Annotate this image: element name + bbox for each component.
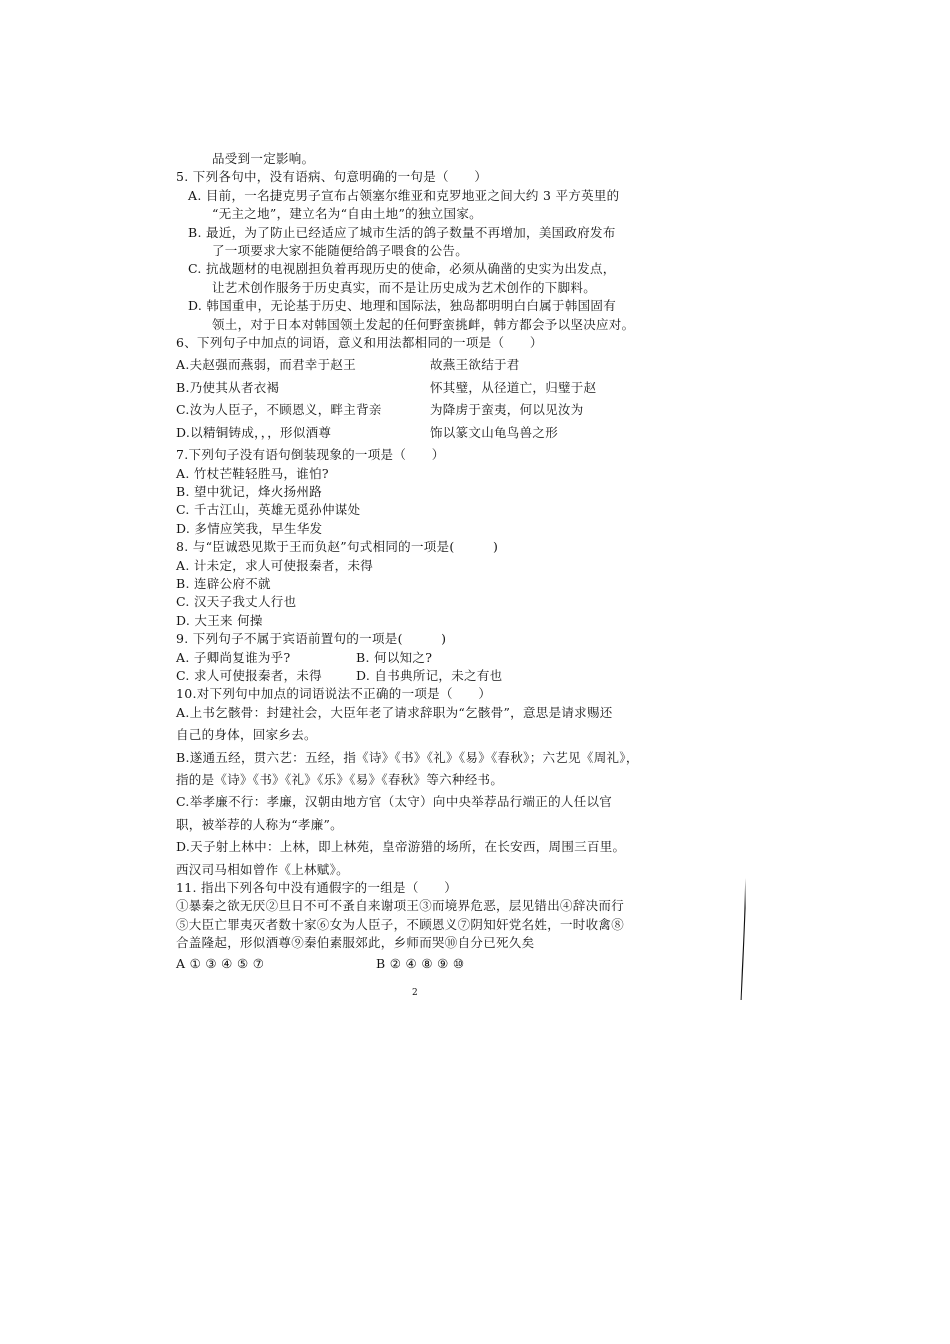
q5-option-d: D. 韩国重申，无论基于历史、地理和国际法，独岛都明明白白属于韩国固有	[188, 298, 617, 314]
q5-option-c-cont: 让艺术创作服务于历史真实，而不是让历史成为艺术创作的下脚料。	[212, 279, 597, 295]
question-block	[176, 150, 676, 973]
q10-option-b: B.遂通五经，贯六艺：五经，指《诗》《书》《礼》《易》《春秋》；六艺见《周礼》，	[176, 749, 639, 765]
q5-option-a-cont: “无主之地”，建立名为“自由土地”的独立国家。	[212, 206, 482, 222]
q10-option-a: A.上书乞骸骨：封建社会，大臣年老了请求辞职为“乞骸骨”，意思是请求赐还	[176, 704, 613, 720]
q6-a-left: A.夫赵强而燕弱，而君幸于赵王	[176, 357, 357, 373]
q11-answer-row	[176, 955, 676, 973]
question-6	[176, 334, 676, 442]
question-10	[176, 685, 676, 879]
q9-option-d: D. 自书典所记，未之有也	[356, 667, 503, 683]
q7-option-c: C. 千古江山，英雄无觅孙仲谋处	[176, 502, 361, 518]
q9-row-ab	[176, 649, 676, 667]
q7-stem: 7.下列句子没有语句倒装现象的一项是（ ）	[176, 447, 445, 463]
q8-stem: 8. 与“臣诚恐见欺于王而负赵”句式相同的一项是( )	[176, 539, 499, 555]
q6-c-right: 为降虏于蛮夷，何以见汝为	[430, 402, 584, 418]
q10-option-a-cont: 自己的身体，回家乡去。	[176, 727, 317, 743]
q8-option-c: C. 汉天子我丈人行也	[176, 594, 297, 610]
q6-b-right: 怀其璧，从径道亡，归璧于赵	[430, 379, 597, 395]
q5-option-c: C. 抗战题材的电视剧担负着再现历史的使命，必须从确凿的史实为出发点，	[188, 261, 616, 277]
q10-option-c: C.举孝廉不行：孝廉，汉朝由地方官（太守）向中央举荐品行端正的人任以官	[176, 794, 613, 810]
q8-option-b: B. 连辟公府不就	[176, 575, 271, 591]
q6-option-d	[176, 424, 676, 442]
q8-option-a: A. 计未定，求人可使报秦者，未得	[176, 557, 374, 573]
q6-d-right: 饰以篆文山龟鸟兽之形	[430, 424, 559, 440]
q9-stem: 9. 下列句子不属于宾语前置句的一项是( )	[176, 631, 447, 647]
q7-option-b: B. 望中犹记，烽火扬州路	[176, 483, 323, 499]
q6-d-left: D.以精铜铸成，，，形似酒尊	[176, 424, 332, 440]
q10-option-c-cont: 职，被举荐的人称为“孝廉”。	[176, 816, 343, 832]
q11-items-line-3: 合盖隆起，形似酒尊⑨秦伯素服郊此，乡师而哭⑩自分已死久矣	[176, 935, 535, 951]
q9-option-b: B. 何以知之?	[356, 649, 433, 665]
q10-option-d-cont: 西汉司马相如曾作《上林赋》。	[176, 861, 349, 877]
question-5	[176, 168, 676, 334]
q5-stem: 5. 下列各句中，没有语病、句意明确的一句是（ ）	[176, 169, 488, 185]
q7-option-d: D. 多情应笑我，早生华发	[176, 520, 323, 536]
q5-option-d-cont: 领土，对于日本对韩国领土发起的任何野蛮挑衅，韩方都会予以坚决应对。	[212, 316, 635, 332]
q11-option-b: B ② ④ ⑧ ⑨ ⑩	[376, 955, 465, 971]
scan-stroke-mark	[740, 878, 746, 1000]
question-8	[176, 538, 676, 630]
q5-option-a: A. 目前，一名捷克男子宣布占领塞尔维亚和克罗地亚之间大约 3 平方英里的	[188, 187, 620, 203]
q9-row-cd	[176, 667, 676, 685]
q10-option-b-cont: 指的是《诗》《书》《礼》《乐》《易》《春秋》等六种经书。	[176, 772, 504, 787]
q6-stem: 6、下列句子中加点的词语，意义和用法都相同的一项是（ ）	[176, 335, 543, 351]
q6-b-left: B.乃使其从者衣褐	[176, 379, 280, 395]
q8-option-d: D. 大王来 何操	[176, 612, 263, 628]
q11-items-line-2: ⑤大臣亡罪夷灭者数十家⑥女为人臣子，不顾恩义⑦阴知奸党名姓，一时收禽⑧	[176, 916, 625, 932]
q11-items-line-1: ①暴秦之欲无厌②旦日不可不蚤自来谢项王③而境界危恶，层见错出④辞决而行	[176, 898, 625, 914]
q11-stem: 11. 指出下列各句中没有通假字的一组是（ ）	[176, 880, 458, 896]
q6-a-right: 故燕王欲结于君	[430, 357, 520, 373]
q6-c-left: C.汝为人臣子，不顾恩义，畔主背亲	[176, 402, 382, 418]
q10-stem: 10.对下列句中加点的词语说法不正确的一项是（ ）	[176, 686, 492, 702]
q9-option-a: A. 子卿尚复谁为乎?	[176, 649, 291, 665]
q5-option-b-cont: 了一项要求大家不能随便给鸽子喂食的公告。	[212, 243, 469, 259]
q5-option-b: B. 最近，为了防止已经适应了城市生活的鸽子数量不再增加，美国政府发布	[188, 224, 616, 240]
q7-option-a: A. 竹杖芒鞋轻胜马，谁怕?	[176, 465, 329, 481]
q4-tail: 品受到一定影响。	[212, 151, 315, 166]
question-11	[176, 879, 676, 973]
q10-option-d: D.天子射上林中：上林，即上林苑，皇帝游猎的场所，在长安西，周围三百里。	[176, 839, 626, 855]
question-9	[176, 630, 676, 685]
question-7	[176, 446, 676, 538]
q6-option-c	[176, 401, 676, 419]
q6-option-b	[176, 379, 676, 397]
page-number: 2	[412, 988, 418, 998]
q11-option-a: A ① ③ ④ ⑤ ⑦	[176, 955, 265, 971]
q6-option-a	[176, 356, 676, 374]
q9-option-c: C. 求人可使报秦者，未得	[176, 667, 322, 683]
